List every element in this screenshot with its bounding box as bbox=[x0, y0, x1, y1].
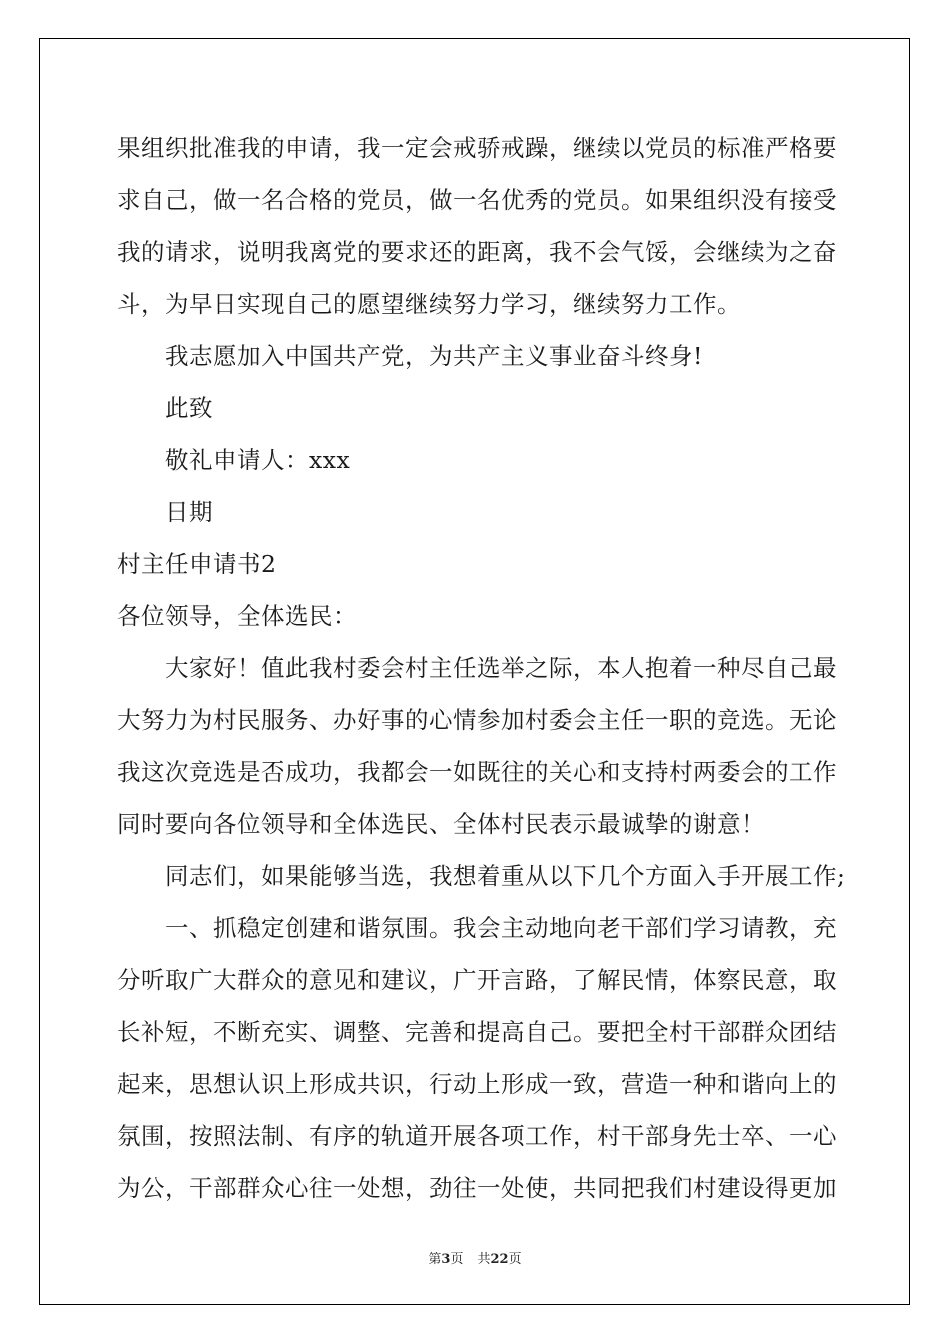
text-line: 同时要向各位领导和全体选民、全体村民表示最诚挚的谢意！ bbox=[117, 810, 765, 838]
text-line: 我志愿加入中国共产党，为共产主义事业奋斗终身! bbox=[165, 342, 703, 370]
document-body bbox=[117, 122, 846, 1214]
text-line: 各位领导，全体选民： bbox=[117, 602, 357, 630]
text-line: 斗，为早日实现自己的愿望继续努力学习，继续努力工作。 bbox=[117, 290, 741, 318]
total-prefix: 共 bbox=[477, 1252, 491, 1267]
text-line: 果组织批准我的申请，我一定会戒骄戒躁，继续以党员的标准严格要 bbox=[117, 134, 837, 162]
text-line: 村主任申请书2 bbox=[117, 550, 277, 578]
text-line: 求自己，做一名合格的党员，做一名优秀的党员。如果组织没有接受 bbox=[117, 186, 837, 214]
text-line: 长补短，不断充实、调整、完善和提高自己。要把全村干部群众团结 bbox=[117, 1018, 837, 1046]
text-line: 此致 bbox=[165, 394, 213, 422]
text-line: 同志们，如果能够当选，我想着重从以下几个方面入手开展工作; bbox=[165, 862, 846, 890]
text-line: 为公，干部群众心往一处想，劲往一处使，共同把我们村建设得更加 bbox=[117, 1174, 837, 1202]
text-line: 氛围，按照法制、有序的轨道开展各项工作，村干部身先士卒、一心 bbox=[117, 1122, 837, 1150]
text-line: 我这次竞选是否成功，我都会一如既往的关心和支持村两委会的工作 bbox=[117, 758, 837, 786]
total-pages: 22 bbox=[490, 1252, 509, 1267]
total-suffix: 页 bbox=[508, 1252, 522, 1267]
text-line: 我的请求，说明我离党的要求还的距离，我不会气馁，会继续为之奋 bbox=[117, 238, 837, 266]
text-line: 一、抓稳定创建和谐氛围。我会主动地向老干部们学习请教，充 bbox=[165, 914, 837, 942]
page-prefix: 第 bbox=[428, 1252, 442, 1267]
text-line: 起来，思想认识上形成共识，行动上形成一致，营造一种和谐向上的 bbox=[117, 1070, 837, 1098]
text-line: 日期 bbox=[165, 498, 213, 526]
page-suffix: 页 bbox=[450, 1252, 464, 1267]
page-number: 3 bbox=[441, 1252, 451, 1267]
text-line: 大努力为村民服务、办好事的心情参加村委会主任一职的竞选。无论 bbox=[117, 706, 837, 734]
text-line: 敬礼申请人：xxx bbox=[165, 446, 351, 474]
text-line: 大家好！值此我村委会村主任选举之际，本人抱着一种尽自己最 bbox=[165, 654, 837, 682]
text-line: 分听取广大群众的意见和建议，广开言路，了解民情，体察民意，取 bbox=[117, 966, 837, 994]
page-footer bbox=[0, 1248, 950, 1267]
